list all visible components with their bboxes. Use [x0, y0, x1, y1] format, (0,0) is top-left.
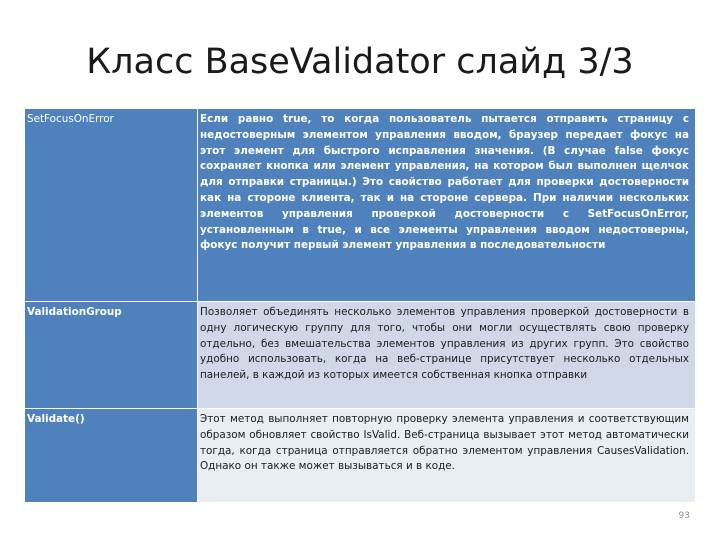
property-name: SetFocusOnError [25, 109, 198, 302]
table-row [25, 302, 696, 409]
property-name: Validate() [25, 409, 198, 503]
property-description: Позволяет объединять несколько элементов управления проверкой достоверности в одну логическую группу для того, чтобы они могли осуществлять свою проверку отдельно, без вмешательства элементов управления из других групп. Это свойство удобно использовать, когда на веб-странице присутствует несколько отдельных панелей, в каждой из которых имеется собственная кнопка отправки [198, 302, 696, 409]
property-description: Этот метод выполняет повторную проверку элемента управления и соответствующим образом обновляет свойство IsValid. Веб-страница вызывает этот метод автоматически тогда, когда страница отправляется обратно элементом управления CausesValidation. Однако он также может вызываться и в коде. [198, 409, 696, 503]
table-row [25, 109, 696, 302]
property-name: ValidationGroup [25, 302, 198, 409]
page-number: 93 [678, 511, 690, 521]
table-row [25, 409, 696, 503]
properties-table [24, 108, 696, 503]
property-description: Если равно true, то когда пользователь пытается отправить страницу с недостоверным элементом управления вводом, браузер передает фокус на этот элемент для быстрого исправления значения. (В случае false фокус сохраняет кнопка или элемент управления, на котором был выполнен щелчок для отправки страницы.) Это свойство работает для проверки достоверности как на стороне клиента, так и на стороне сервера. При наличии нескольких элементов управления проверкой достоверности с SetFocusOnError, установленным в true, и все элементы управления вводом недостоверны, фокус получит первый элемент управления в последовательности [198, 109, 696, 302]
slide-title: Класс BaseValidator слайд 3/3 [86, 42, 634, 82]
